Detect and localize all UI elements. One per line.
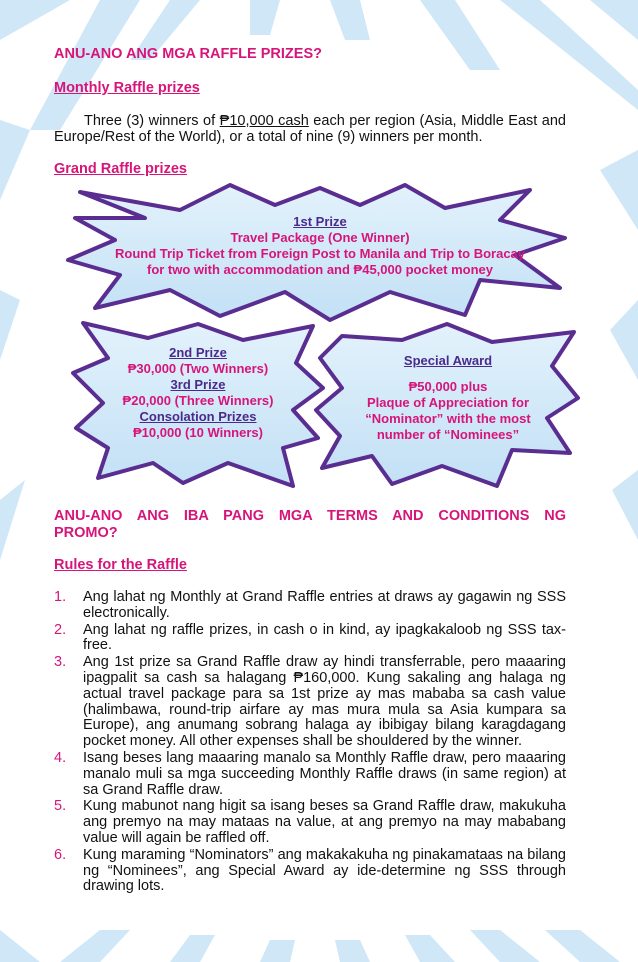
special-award-text — [316, 353, 580, 443]
rule-number: 4. — [54, 749, 67, 766]
monthly-raffle-text — [54, 113, 566, 145]
monthly-text-amount: ₱10,000 cash — [219, 113, 309, 129]
rule-number: 1. — [54, 589, 67, 605]
special-award-line3: “Nominator” with the most — [365, 411, 531, 426]
first-prize-title: 1st Prize — [293, 214, 347, 229]
third-prize-title: 3rd Prize — [170, 377, 226, 392]
rule-text: Isang beses lang maaaring manalo sa Monthly Raffle draw, pero maaaring manalo muli sa mga succeeding Monthly Raffle draws (in same region) at sa Grand Raffle draw. — [83, 749, 566, 798]
rule-item — [54, 848, 566, 895]
special-award-title: Special Award — [403, 353, 493, 368]
rules-list — [54, 590, 566, 896]
first-prize-line3: for two with accommodation and ₱45,000 pocket money — [146, 262, 494, 277]
special-award-line1: ₱50,000 plus — [408, 379, 488, 394]
second-prize-title: 2nd Prize — [169, 345, 227, 360]
rule-text: Ang lahat ng raffle prizes, in cash o in kind, ay ipagkakaloob ng SSS tax-free. — [83, 621, 566, 654]
rules-title: Rules for the Raffle — [54, 557, 187, 573]
terms-heading: ANU-ANO ANG IBA PANG MGA TERMS AND CONDITIONS NG PROMO? — [54, 508, 566, 541]
rule-text: Kung mabunot nang higit sa isang beses sa Grand Raffle draw, makukuha ang premyo na may mataas na value, at ang premyo na may mababang value will again be raffled off. — [83, 798, 566, 846]
special-award-line4: number of “Nominees” — [376, 427, 520, 442]
special-award-line2: Plaque of Appreciation for — [366, 395, 530, 410]
first-prize-line1: Travel Package (One Winner) — [230, 230, 410, 245]
rule-text: Ang 1st prize sa Grand Raffle draw ay hindi transferrable, pero maaaring ipagpalit sa cash sa halagang ₱160,000. Kung sakaling ang halaga ng actual travel package para sa 1st prize ay mas mababa sa cash value (halimbawa, round-trip airfare ay mas mura mula sa Asia kumpara sa Europe), ang anumang sobrang halaga ay ibibigay bilang karagdagang pocket money. All other expenses shall be shouldered by the winner. — [83, 654, 566, 750]
rule-item — [54, 799, 566, 846]
consolation-value: ₱10,000 (10 Winners) — [133, 425, 263, 440]
rule-item — [54, 590, 566, 622]
rule-number: 2. — [54, 621, 67, 638]
monthly-text-after: each per region (Asia, Middle East and Europe/Rest of the World), or a total of nine (9) winners per month. — [54, 113, 566, 145]
first-prize-line2: Round Trip Ticket from Foreign Post to Manila and Trip to Boracay — [114, 246, 526, 261]
rule-number: 3. — [54, 654, 67, 671]
third-prize-value: ₱20,000 (Three Winners) — [122, 393, 274, 408]
monthly-raffle-title: Monthly Raffle prizes — [54, 80, 200, 96]
rule-number: 6. — [54, 846, 67, 863]
rule-item — [54, 623, 566, 655]
rule-item — [54, 751, 566, 798]
grand-raffle-title: Grand Raffle prizes — [54, 161, 187, 177]
first-prize-text — [60, 214, 580, 278]
rule-number: 5. — [54, 798, 67, 815]
prizes-heading: ANU-ANO ANG MGA RAFFLE PRIZES? — [54, 46, 322, 62]
second-prize-value: ₱30,000 (Two Winners) — [127, 361, 269, 376]
consolation-title: Consolation Prizes — [139, 409, 257, 424]
other-prizes-text — [78, 345, 318, 441]
rule-item — [54, 655, 566, 750]
monthly-text-before: Three (3) winners of — [84, 113, 220, 129]
rule-text: Kung maraming “Nominators” ang makakakuha ng pinakamataas na bilang ng “Nominees”, ang Special Award ay ide-determine ng SSS through drawing lots. — [83, 846, 566, 895]
rule-text: Ang lahat ng Monthly at Grand Raffle entries at draws ay gagawin ng SSS electronically. — [83, 589, 566, 621]
